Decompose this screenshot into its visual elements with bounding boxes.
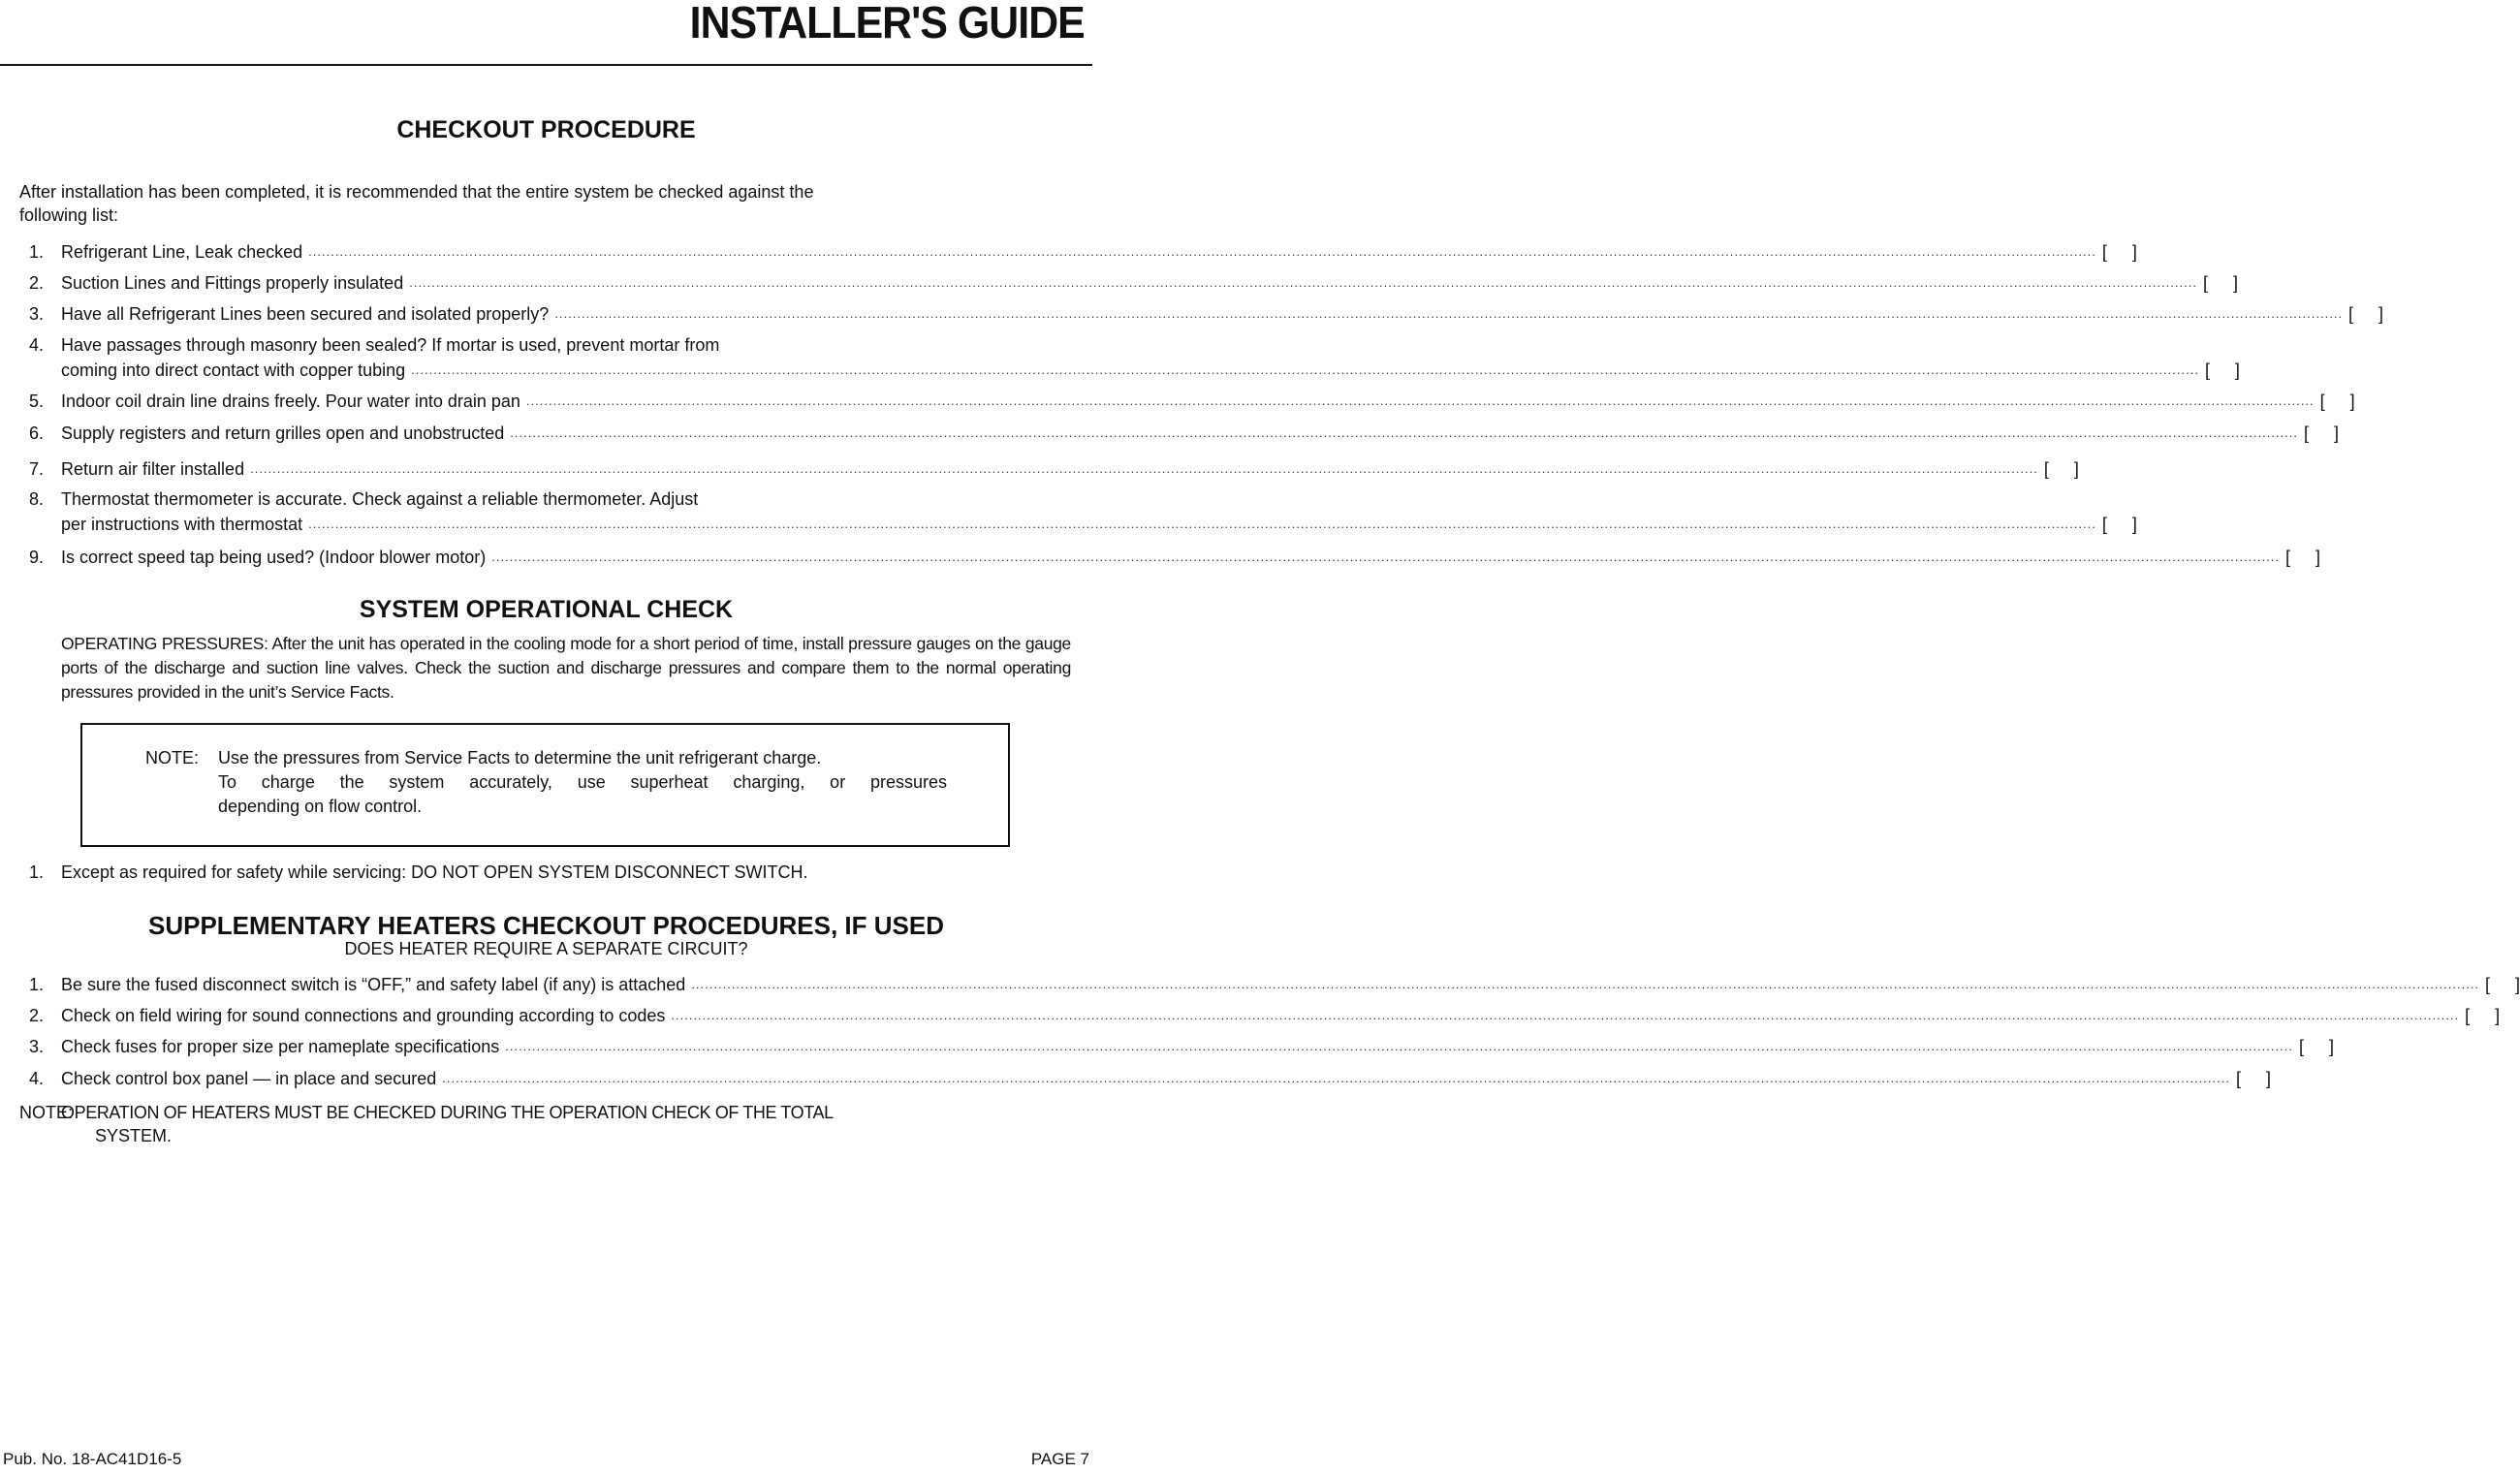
note-label: NOTE: <box>19 1103 74 1122</box>
item-text: Supply registers and return grilles open and unobstructed <box>61 423 505 443</box>
checklist-item <box>19 1067 2271 1090</box>
dot-leader: ................................................................................................................................................................................................................................................................................................................................................................................................................ <box>525 393 2315 408</box>
dot-leader: ................................................................................................................................................................................................................................................................................................................................................................................................................ <box>411 362 2199 377</box>
page-number: PAGE 7 <box>1030 1450 1089 1468</box>
bracket-close: ] <box>2131 515 2137 534</box>
checkout-intro <box>19 180 1047 227</box>
supplementary-subheading: DOES HEATER REQUIRE A SEPARATE CIRCUIT? <box>344 939 748 958</box>
note-line: depending on flow control. <box>218 797 423 816</box>
checkbox[interactable] <box>2299 1035 2334 1058</box>
item-number: 2. <box>29 273 45 293</box>
bracket-open: [ <box>2101 242 2107 262</box>
checkbox[interactable] <box>2102 513 2137 536</box>
item-number: 2. <box>29 1006 45 1025</box>
intro-line: following list: <box>19 205 119 225</box>
item-text: Except as required for safety while servicing: DO NOT OPEN SYSTEM DISCONNECT SWITCH. <box>61 862 808 882</box>
checkbox[interactable] <box>2044 457 2079 481</box>
dot-leader: ................................................................................................................................................................................................................................................................................................................................................................................................................ <box>691 977 2480 991</box>
checkbox[interactable] <box>2348 302 2383 326</box>
item-number: 3. <box>29 1037 45 1056</box>
supplementary-note <box>19 1101 834 1147</box>
bracket-close: ] <box>2232 273 2238 293</box>
checkout-heading: CHECKOUT PROCEDURE <box>396 116 696 143</box>
note-box <box>80 723 1010 847</box>
checkbox[interactable] <box>2320 390 2355 413</box>
bracket-open: [ <box>2043 459 2049 479</box>
bracket-open: [ <box>2235 1069 2241 1088</box>
checklist-item <box>19 390 2355 413</box>
item-number: 6. <box>29 423 45 443</box>
dot-leader: ................................................................................................................................................................................................................................................................................................................................................................................................................ <box>510 425 2299 440</box>
dot-leader: ................................................................................................................................................................................................................................................................................................................................................................................................................ <box>671 1008 2460 1022</box>
checkbox[interactable] <box>2285 546 2320 569</box>
bracket-open: [ <box>2304 423 2310 443</box>
item-number: 7. <box>29 459 45 479</box>
checklist-item <box>19 240 2137 264</box>
checkbox[interactable] <box>2304 422 2339 445</box>
bracket-open: [ <box>2204 360 2210 380</box>
bracket-open: [ <box>2465 1006 2471 1025</box>
note-text <box>218 746 945 819</box>
item-text: Refrigerant Line, Leak checked <box>61 242 303 262</box>
publication-number: Pub. No. 18-AC41D16-5 <box>3 1450 182 1468</box>
checkbox[interactable] <box>2102 240 2137 264</box>
item-text: Indoor coil drain line drains freely. Pour water into drain pan <box>61 392 520 411</box>
note-line: To charge the system accurately, use superheat charging, or pressures <box>218 772 947 792</box>
dot-leader: ................................................................................................................................................................................................................................................................................................................................................................................................................ <box>491 549 2280 564</box>
item-number: 5. <box>29 392 45 411</box>
bracket-open: [ <box>2298 1037 2304 1056</box>
dot-leader: ................................................................................................................................................................................................................................................................................................................................................................................................................ <box>250 461 2038 476</box>
checklist-item <box>19 302 2384 326</box>
item-text: Is correct speed tap being used? (Indoor blower motor) <box>61 548 487 567</box>
bracket-close: ] <box>2328 1037 2334 1056</box>
checklist-item <box>19 457 2079 481</box>
item-number: 1. <box>29 242 45 262</box>
item-number: 4. <box>29 1069 45 1088</box>
item-number: 8. <box>29 489 45 509</box>
bracket-close: ] <box>2495 1006 2501 1025</box>
checklist-item <box>19 1035 2334 1058</box>
item-number: 4. <box>29 335 45 355</box>
bracket-close: ] <box>2315 548 2320 567</box>
item-text: Thermostat thermometer is accurate. Check against a reliable thermometer. Adjust <box>61 489 699 509</box>
dot-leader: ................................................................................................................................................................................................................................................................................................................................................................................................................ <box>308 244 2096 259</box>
note-line: OPERATION OF HEATERS MUST BE CHECKED DURING THE OPERATION CHECK OF THE TOTAL <box>61 1103 834 1122</box>
note-line: Use the pressures from Service Facts to determine the unit refrigerant charge. <box>218 748 822 768</box>
dot-leader: ................................................................................................................................................................................................................................................................................................................................................................................................................ <box>554 306 2344 321</box>
item-text: Check on field wiring for sound connections and grounding according to codes <box>61 1006 666 1025</box>
checkbox[interactable] <box>2203 271 2238 295</box>
item-text: Have passages through masonry been sealed? If mortar is used, prevent mortar from <box>61 335 720 355</box>
item-text: Have all Refrigerant Lines been secured and isolated properly? <box>61 304 550 324</box>
bracket-open: [ <box>2319 392 2325 411</box>
document-title: INSTALLER'S GUIDE <box>689 0 1085 47</box>
checklist-item <box>19 513 2137 536</box>
bracket-open: [ <box>2202 273 2208 293</box>
bracket-close: ] <box>2073 459 2079 479</box>
checklist-item <box>19 359 2240 382</box>
checklist-item <box>19 1004 2501 1027</box>
bracket-close: ] <box>2334 423 2340 443</box>
item-text: Suction Lines and Fittings properly insulated <box>61 273 404 293</box>
bracket-open: [ <box>2348 304 2354 324</box>
dot-leader: ................................................................................................................................................................................................................................................................................................................................................................................................................ <box>409 275 2197 290</box>
item-text: Be sure the fused disconnect switch is “OFF,” and safety label (if any) is attached <box>61 975 686 994</box>
item-text: Check fuses for proper size per nameplate specifications <box>61 1037 500 1056</box>
header-rule <box>0 64 1092 66</box>
item-number: 3. <box>29 304 45 324</box>
bracket-open: [ <box>2101 515 2107 534</box>
bracket-open: [ <box>2284 548 2290 567</box>
bracket-close: ] <box>2265 1069 2271 1088</box>
checkbox[interactable] <box>2205 359 2240 382</box>
item-number: 1. <box>29 975 45 994</box>
checklist-item <box>19 271 2238 295</box>
note-label: NOTE: <box>145 748 200 768</box>
checklist-item-line <box>19 333 1071 357</box>
checklist-item <box>19 422 2340 445</box>
operational-heading: SYSTEM OPERATIONAL CHECK <box>359 596 734 623</box>
checkbox[interactable] <box>2485 973 2520 996</box>
bracket-close: ] <box>2515 975 2520 994</box>
note-line: SYSTEM. <box>95 1126 173 1145</box>
dot-leader: ................................................................................................................................................................................................................................................................................................................................................................................................................ <box>442 1071 2230 1085</box>
bracket-open: [ <box>2485 975 2491 994</box>
bracket-close: ] <box>2349 392 2355 411</box>
checklist-item-line <box>19 487 1071 511</box>
item-text: Check control box panel — in place and secured <box>61 1069 437 1088</box>
dot-leader: ................................................................................................................................................................................................................................................................................................................................................................................................................ <box>505 1039 2293 1053</box>
item-number: 1. <box>29 862 45 882</box>
operational-item <box>19 861 1071 884</box>
supplementary-heading: SUPPLEMENTARY HEATERS CHECKOUT PROCEDURES, IF USED <box>147 911 944 940</box>
checklist-item <box>19 546 2320 569</box>
item-text: per instructions with thermostat <box>61 515 303 534</box>
checklist-item <box>19 973 2520 996</box>
dot-leader: ................................................................................................................................................................................................................................................................................................................................................................................................................ <box>308 517 2096 531</box>
item-number: 9. <box>29 548 45 567</box>
checkbox[interactable] <box>2465 1004 2500 1027</box>
bracket-close: ] <box>2234 360 2240 380</box>
item-text: coming into direct contact with copper tubing <box>61 360 406 380</box>
intro-line: After installation has been completed, it is recommended that the entire system be checked against the <box>19 182 814 202</box>
bracket-close: ] <box>2378 304 2384 324</box>
bracket-close: ] <box>2131 242 2137 262</box>
item-text: Return air filter installed <box>61 459 245 479</box>
operating-pressures-paragraph: OPERATING PRESSURES: After the unit has operated in the cooling mode for a short period of time, install pressure gauges on the gauge ports of the discharge and suction line valves. Check the suction and discharge pressures and compare them to the normal operating pressures provided in the unit’s Service Facts. <box>61 634 1071 702</box>
checkbox[interactable] <box>2236 1067 2271 1090</box>
